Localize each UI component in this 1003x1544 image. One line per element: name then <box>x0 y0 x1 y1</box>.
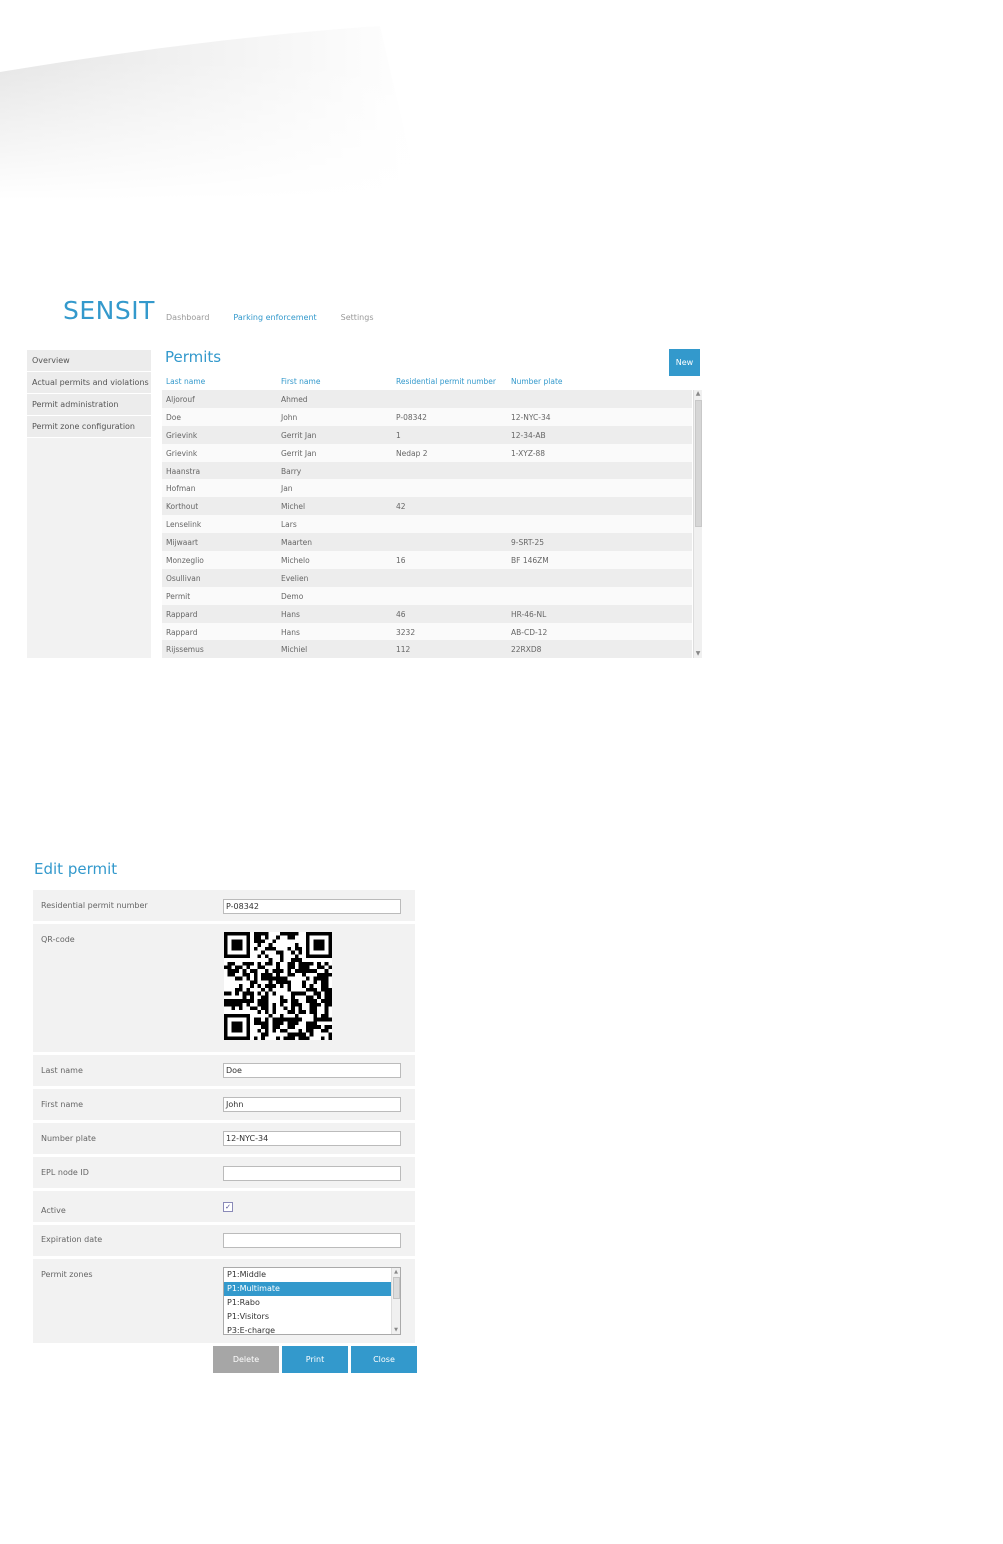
table-row[interactable] <box>162 623 692 641</box>
cell-first-name: Evelien <box>281 573 309 583</box>
active-checkbox[interactable]: ✓ <box>223 1202 233 1212</box>
label-first-name: First name <box>41 1100 84 1109</box>
epl-node-id-input[interactable] <box>223 1166 401 1181</box>
table-row[interactable] <box>162 587 692 605</box>
cell-last-name: Grievink <box>166 430 198 440</box>
scroll-up-icon[interactable]: ▲ <box>695 390 701 397</box>
cell-first-name: Michelo <box>281 556 310 566</box>
brand-logo[interactable]: SENSIT <box>63 296 155 325</box>
cell-last-name: Doe <box>166 412 181 422</box>
column-header-first-name[interactable]: First name <box>281 377 321 386</box>
table-row[interactable] <box>162 390 692 408</box>
cell-permit-number: P-08342 <box>396 412 427 422</box>
qr-code-image <box>224 932 332 1040</box>
cell-permit-number: 3232 <box>396 627 416 637</box>
scrollbar-thumb[interactable] <box>695 400 702 527</box>
table-row[interactable] <box>162 408 692 426</box>
label-active: Active <box>41 1206 66 1215</box>
delete-button[interactable]: Delete <box>213 1346 279 1373</box>
cell-number-plate: 1-XYZ-88 <box>511 448 546 458</box>
permit-number-input[interactable]: P-08342 <box>223 899 401 914</box>
zone-option[interactable]: P3:E-charge <box>227 1326 276 1335</box>
expiration-date-input[interactable] <box>223 1233 401 1248</box>
permits-app <box>27 290 703 660</box>
row-active <box>33 1191 415 1222</box>
label-permit-zones: Permit zones <box>41 1270 93 1279</box>
label-last-name: Last name <box>41 1066 83 1075</box>
permit-zones-listbox[interactable] <box>223 1267 401 1335</box>
page-title: Permits <box>165 348 222 366</box>
row-first-name <box>33 1089 415 1120</box>
sidebar-item-permit-zone-configuration[interactable]: Permit zone configuration <box>27 416 151 438</box>
cell-first-name: Michel <box>281 502 306 512</box>
zones-scrollbar-thumb[interactable] <box>393 1277 400 1299</box>
cell-first-name: Ahmed <box>281 395 308 404</box>
cell-permit-number: 42 <box>396 502 406 512</box>
cell-last-name: Grievink <box>166 448 198 458</box>
table-row[interactable] <box>162 444 692 462</box>
row-last-name <box>33 1055 415 1086</box>
table-row[interactable] <box>162 551 692 569</box>
cell-last-name: Korthout <box>166 502 199 512</box>
cell-last-name: Osullivan <box>166 573 201 583</box>
cell-number-plate: HR-46-NL <box>511 609 547 619</box>
cell-number-plate: BF 146ZM <box>511 556 549 566</box>
cell-first-name: Demo <box>281 591 304 601</box>
cell-last-name: Monzeglio <box>166 556 204 566</box>
decorative-swoosh <box>0 0 420 200</box>
cell-first-name: Michiel <box>281 645 308 655</box>
column-header-permit-number[interactable]: Residential permit number <box>396 377 497 386</box>
top-nav <box>166 313 373 322</box>
row-qr-code <box>33 924 415 1052</box>
cell-last-name: Rappard <box>166 609 198 619</box>
column-header-number-plate[interactable]: Number plate <box>511 377 563 386</box>
cell-last-name: Rappard <box>166 627 198 637</box>
cell-last-name: Permit <box>166 591 191 601</box>
sidebar-item-permit-administration[interactable]: Permit administration <box>27 394 151 416</box>
table-row[interactable] <box>162 515 692 533</box>
table-row[interactable] <box>162 497 692 515</box>
zones-scrollbar[interactable] <box>391 1268 400 1334</box>
new-permit-button[interactable]: New <box>669 349 700 376</box>
table-row[interactable] <box>162 533 692 551</box>
zone-option[interactable]: P1:Visitors <box>227 1312 270 1321</box>
print-button[interactable]: Print <box>282 1346 348 1373</box>
cell-permit-number: 16 <box>396 556 406 566</box>
table-row[interactable] <box>162 640 692 658</box>
row-permit-zones <box>33 1259 415 1343</box>
cell-permit-number: Nedap 2 <box>396 448 428 458</box>
cell-first-name: John <box>281 412 298 422</box>
cell-first-name: Hans <box>281 627 300 637</box>
scroll-down-icon[interactable]: ▼ <box>394 1327 398 1333</box>
sidebar-item-overview[interactable]: Overview <box>27 350 151 372</box>
cell-first-name: Barry <box>281 466 302 476</box>
table-row[interactable] <box>162 479 692 497</box>
row-expiration-date <box>33 1225 415 1256</box>
table-row[interactable] <box>162 605 692 623</box>
nav-parking-enforcement[interactable]: Parking enforcement <box>233 313 317 322</box>
column-header-last-name[interactable]: Last name <box>166 377 206 386</box>
permits-panel <box>162 348 703 660</box>
scroll-down-icon[interactable]: ▼ <box>695 650 701 657</box>
permits-table-body <box>162 390 692 658</box>
cell-first-name: Gerrit Jan <box>281 430 317 440</box>
cell-first-name: Hans <box>281 609 300 619</box>
cell-permit-number: 1 <box>396 430 401 440</box>
close-button[interactable]: Close <box>351 1346 417 1373</box>
cell-number-plate: 12-NYC-34 <box>511 412 551 422</box>
cell-last-name: Hofman <box>166 484 196 494</box>
zone-option-selected[interactable]: P1:Multimate <box>224 1282 391 1296</box>
table-header <box>162 375 692 389</box>
edit-permit-title: Edit permit <box>34 860 118 878</box>
label-qr-code: QR-code <box>41 935 75 944</box>
label-epl-node-id: EPL node ID <box>41 1168 89 1177</box>
cell-permit-number: 46 <box>396 609 406 619</box>
nav-dashboard[interactable]: Dashboard <box>166 313 210 322</box>
table-scrollbar[interactable] <box>693 390 702 658</box>
cell-first-name: Gerrit Jan <box>281 448 317 458</box>
cell-first-name: Jan <box>281 484 293 494</box>
cell-last-name: Mijwaart <box>166 538 198 548</box>
cell-last-name: Haanstra <box>166 466 201 476</box>
cell-number-plate: 12-34-AB <box>511 430 546 440</box>
cell-number-plate: 22RXD8 <box>511 645 542 655</box>
cell-first-name: Lars <box>281 520 297 530</box>
row-number-plate <box>33 1123 415 1154</box>
cell-last-name: Lenselink <box>166 520 202 530</box>
last-name-input[interactable]: Doe <box>223 1063 401 1078</box>
label-permit-number: Residential permit number <box>41 901 148 910</box>
cell-number-plate: 9-SRT-25 <box>511 538 545 548</box>
form-actions <box>213 1346 417 1373</box>
scroll-up-icon[interactable]: ▲ <box>394 1269 398 1275</box>
cell-last-name: Rijssemus <box>166 645 204 655</box>
sidebar <box>27 350 151 658</box>
row-epl-node-id <box>33 1157 415 1188</box>
sidebar-item-actual-permits[interactable]: Actual permits and violations <box>27 372 151 394</box>
cell-number-plate: AB-CD-12 <box>511 627 548 637</box>
cell-first-name: Maarten <box>281 538 313 548</box>
label-number-plate: Number plate <box>41 1134 96 1143</box>
zone-option[interactable]: P1:Middle <box>227 1270 267 1279</box>
table-row[interactable] <box>162 426 692 444</box>
number-plate-input[interactable]: 12-NYC-34 <box>223 1131 401 1146</box>
nav-settings[interactable]: Settings <box>340 313 374 322</box>
cell-last-name: Aljorouf <box>166 395 195 404</box>
cell-permit-number: 112 <box>396 645 411 655</box>
table-row[interactable] <box>162 569 692 587</box>
row-permit-number <box>33 890 415 921</box>
label-expiration-date: Expiration date <box>41 1235 103 1244</box>
table-row[interactable] <box>162 462 692 480</box>
zone-option[interactable]: P1:Rabo <box>227 1298 260 1307</box>
first-name-input[interactable]: John <box>223 1097 401 1112</box>
